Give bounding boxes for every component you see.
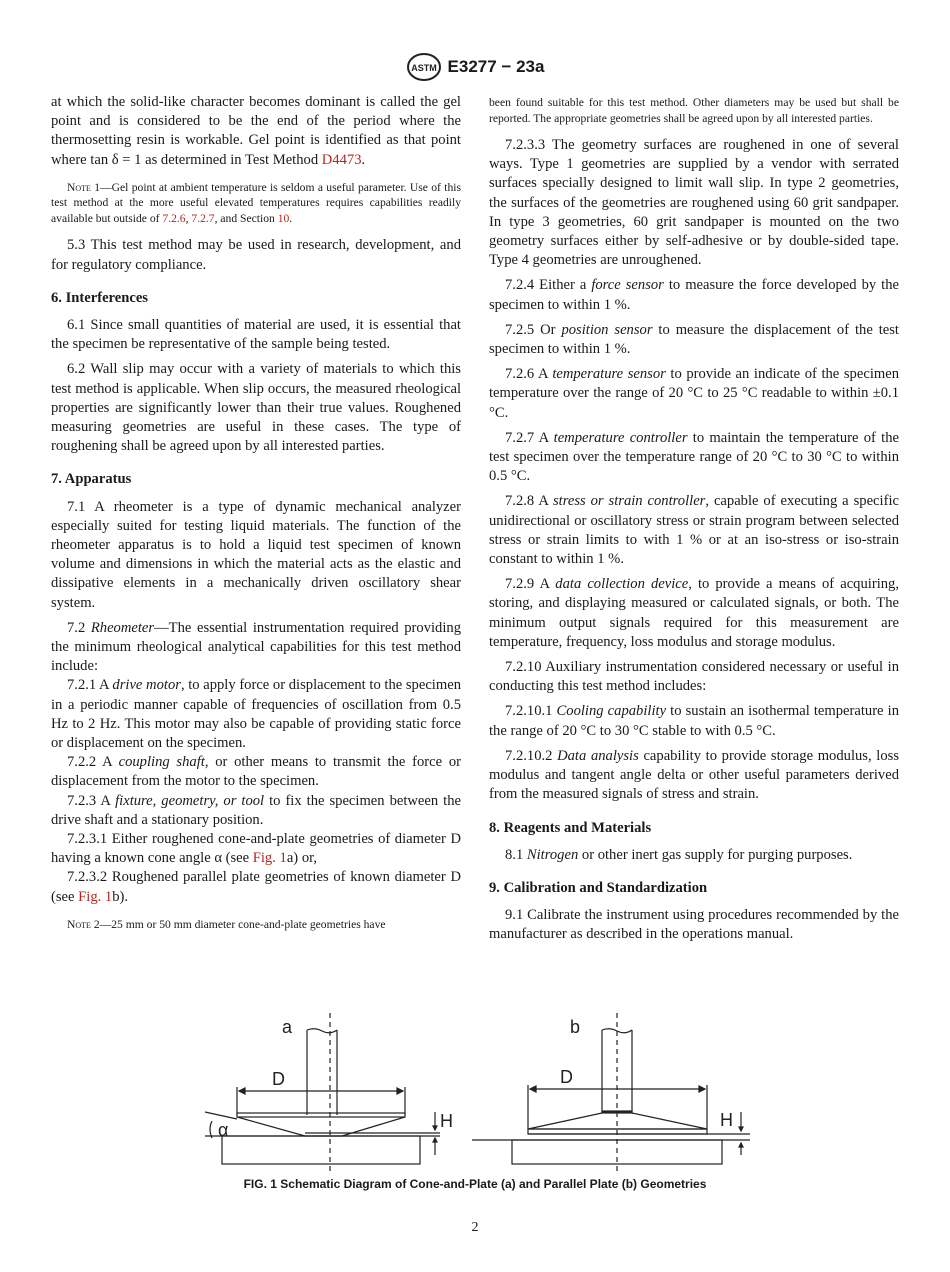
label-b: b xyxy=(570,1017,581,1037)
text-run: 7.2.9 A xyxy=(505,576,556,593)
text-run: to fix the specimen between the drive shaft and a stationary position. xyxy=(51,792,462,828)
section-heading xyxy=(489,819,899,838)
right-column xyxy=(489,95,899,951)
cross-reference-link[interactable]: Fig. 1 xyxy=(252,850,287,867)
text-run: to maintain the temperature of the test specimen over the temperature range of 20 °C to 30 °C to within 0.5 °C. xyxy=(489,429,899,485)
text-run: 8.1 xyxy=(505,846,527,863)
cross-reference-link[interactable]: 10 xyxy=(277,211,290,225)
page-header xyxy=(0,52,950,82)
text-run: , to apply force or displacement to the specimen in a periodic manner capable of frequencies of oscillation from 0.5 Hz to 2 Hz. This motor may also be capable of providing static force or displacement on the specimen. xyxy=(51,677,461,751)
paragraph xyxy=(489,365,899,423)
italic-term: Data analysis xyxy=(557,747,639,764)
paragraph xyxy=(51,498,461,613)
text-run: , capable of executing a specific unidirectional or oscillatory stress or strain program between selected stress or strain limits to with 1 % or at an iso-stress or iso-strain constant to within 1 %. xyxy=(489,493,899,568)
text-run: . xyxy=(361,151,366,168)
text-run: 7.2.2 A xyxy=(67,754,119,771)
label-a: a xyxy=(282,1017,293,1037)
text-run: 7.2.10.2 xyxy=(505,747,558,764)
cross-reference-link[interactable]: D4473 xyxy=(321,151,362,168)
cross-reference-link[interactable]: 7.2.7 xyxy=(191,211,215,225)
label-h-a: H xyxy=(440,1111,453,1131)
text-run: , xyxy=(185,211,192,225)
paragraph xyxy=(489,429,899,487)
paragraph xyxy=(489,575,899,652)
paragraph xyxy=(51,360,461,456)
figure-1-diagram xyxy=(200,1005,760,1175)
text-run: 7.2.10.1 xyxy=(505,703,557,720)
text-run: , and Section xyxy=(214,211,278,225)
figure-caption: FIG. 1 Schematic Diagram of Cone-and-Plate (a) and Parallel Plate (b) Geometries xyxy=(243,1177,707,1191)
italic-term: position sensor xyxy=(561,321,653,338)
text-run: at which the solid-like character becomes dominant is called the gel point and is considered to be the end of the period where the thermosetting resin is workable. Gel point is identified as that point where tan δ = 1 as determined in Test Method xyxy=(51,94,461,168)
parallel-plate-diagram xyxy=(472,1013,750,1175)
text-run: 7.2.1 A xyxy=(67,677,113,694)
text-run: 6.2 Wall slip may occur with a variety of materials to which this test method is applicable. When slip occurs, the measured rheological properties are significantly lower than their true values. Roughened measuring geometries are useful in these cases. The type of roughening shall be agreed upon by all interested parties. xyxy=(51,361,461,455)
left-column xyxy=(51,93,461,942)
text-run: 7.2.7 A xyxy=(505,429,554,446)
label-d-a: D xyxy=(272,1069,285,1089)
text-run: 7.2 xyxy=(67,619,91,636)
paragraph xyxy=(489,658,899,696)
text-run: 7.2.3.1 Either roughened cone-and-plate geometries of diameter D having a known cone angle α (see xyxy=(51,831,461,867)
text-run: 7.2.8 A xyxy=(505,493,553,510)
italic-term: temperature sensor xyxy=(552,366,666,383)
note-paragraph xyxy=(51,917,461,933)
italic-term: Rheometer xyxy=(90,619,155,636)
text-run: 7. Apparatus xyxy=(51,471,132,488)
paragraph xyxy=(51,792,461,830)
paragraph xyxy=(51,676,461,753)
note-label: Note xyxy=(67,917,91,931)
paragraph xyxy=(51,753,461,791)
text-run: to measure the displacement of the test specimen to within 1 %. xyxy=(489,321,899,358)
text-run: 8. Reagents and Materials xyxy=(489,819,652,836)
label-alpha: α xyxy=(218,1120,229,1140)
text-run: 7.1 A rheometer is a type of dynamic mechanical analyzer especially suited for testing liquid materials. The function of the rheometer apparatus is to hold a liquid test specimen of known volume and dimensions in which the material acts as the elastic and dissipative elements in a mechanically driven oscillatory shear system. xyxy=(51,498,461,611)
italic-term: Nitrogen xyxy=(526,846,579,863)
text-run: 7.2.10 Auxiliary instrumentation considered necessary or useful in conducting this test method includes: xyxy=(489,659,899,695)
section-heading xyxy=(489,879,899,898)
text-run: 7.2.3.2 Roughened parallel plate geometries of known diameter D (see xyxy=(51,869,461,905)
text-run: to provide an indicate of the specimen temperature over the range of 20 °C to 25 °C readable to within ±0.1 °C. xyxy=(489,366,899,421)
paragraph xyxy=(51,619,461,677)
italic-term: fixture, geometry, or tool xyxy=(115,792,265,809)
astm-logo-icon xyxy=(406,52,442,82)
text-run: 6.1 Since small quantities of material are used, it is essential that the specimen be representative of the sample being tested. xyxy=(51,316,461,353)
cross-reference-link[interactable]: 7.2.6 xyxy=(162,211,186,225)
note-paragraph xyxy=(489,95,899,126)
italic-term: data collection device xyxy=(555,576,689,593)
paragraph xyxy=(489,136,899,270)
paragraph xyxy=(489,276,899,314)
paragraph xyxy=(489,747,899,805)
text-run: 7.2.6 A xyxy=(505,366,553,383)
text-run: —The essential instrumentation required providing the minimum rheological analytical capabilities for this test method include: xyxy=(51,619,462,675)
cross-reference-link[interactable]: Fig. 1 xyxy=(78,888,113,905)
text-run: been found suitable for this test method. Other diameters may be used but shall be reported. The appropriate geometries shall be agreed upon by all interested parties. xyxy=(489,96,899,125)
text-run: 6. Interferences xyxy=(51,289,148,306)
text-run: to sustain an isothermal temperature in the range of 20 °C to 30 °C stable to with 0.5 °C. xyxy=(489,703,899,739)
paragraph xyxy=(51,868,461,906)
paragraph xyxy=(489,702,899,740)
note-label: Note xyxy=(67,180,91,194)
italic-term: temperature controller xyxy=(553,429,688,446)
label-d-b: D xyxy=(560,1067,573,1087)
text-run: or other inert gas supply for purging purposes. xyxy=(578,846,853,863)
text-run: 5.3 This test method may be used in research, development, and for regulatory compliance. xyxy=(51,237,461,273)
italic-term: coupling shaft xyxy=(118,754,205,771)
text-run: 1—Gel point at ambient temperature is seldom a useful parameter. Use of this test method at the more useful elevated temperatures requires capabilities readily available but outside of xyxy=(51,180,461,225)
cone-and-plate-diagram xyxy=(205,1013,440,1175)
paragraph xyxy=(489,492,899,569)
text-run: , to provide a means of acquiring, storing, and displaying measured or calculated signals, or both. The minimum output signals required for this measurement are temperature, frequency, loss modulus and storage modulus. xyxy=(489,576,899,650)
paragraph xyxy=(489,906,899,944)
text-run: 7.2.3 A xyxy=(67,792,116,809)
svg-text:ASTM: ASTM xyxy=(410,63,437,73)
text-run: , or other means to transmit the force or displacement from the motor to the specimen. xyxy=(51,754,461,790)
italic-term: Cooling capability xyxy=(556,703,667,720)
italic-term: stress or strain controller xyxy=(552,493,706,510)
text-run: a) or, xyxy=(286,850,318,867)
section-heading xyxy=(51,470,461,489)
note-paragraph xyxy=(51,180,461,227)
paragraph xyxy=(489,846,899,865)
text-run: 2—25 mm or 50 mm diameter cone-and-plate geometries have xyxy=(90,917,386,931)
text-run: 9. Calibration and Standardization xyxy=(489,879,708,896)
paragraph xyxy=(51,93,461,170)
section-heading xyxy=(51,289,461,308)
standard-designation: E3277 − 23a xyxy=(447,57,545,76)
text-run: 7.2.3.3 The geometry surfaces are roughened in one of several ways. Type 1 geometries are supplied by a vendor with serrated surfaces specially designed to limit wall slip. In type 2 geometries, the surfaces of the geometries are roughened using 60 grit sandpaper. In type 3 geometries, 60 grit sandpaper is mounted on the two geometry surfaces either by self-adhesive or by double-sided tape. Type 4 geometries are unroughened. xyxy=(489,137,899,269)
text-run: to measure the force developed by the specimen to within 1 %. xyxy=(489,277,899,313)
text-run: b). xyxy=(112,888,129,905)
text-run: 7.2.4 Either a xyxy=(505,277,592,294)
paragraph xyxy=(51,236,461,274)
italic-term: drive motor xyxy=(112,677,181,694)
paragraph xyxy=(489,321,899,359)
page-number: 2 xyxy=(471,1220,479,1235)
italic-term: force sensor xyxy=(591,277,664,294)
text-run: . xyxy=(289,211,293,225)
text-run: 7.2.5 Or xyxy=(505,321,562,338)
label-h-b: H xyxy=(720,1110,733,1130)
text-run: capability to provide storage modulus, loss modulus and tangent angle delta or other useful parameters derived from the measured signals of stress and strain. xyxy=(489,747,899,803)
text-run: 9.1 Calibrate the instrument using procedures recommended by the manufacturer as described in the operations manual. xyxy=(489,907,899,943)
paragraph xyxy=(51,830,461,868)
paragraph xyxy=(51,316,461,354)
